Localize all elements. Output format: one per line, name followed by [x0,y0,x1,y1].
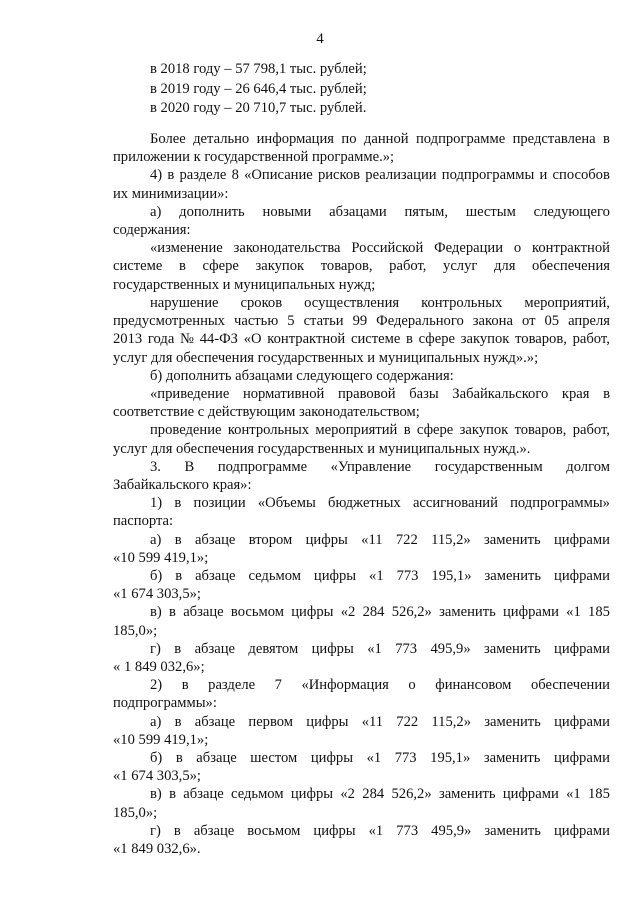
word: в [167,167,175,184]
text-line: «1 674 303,5»; [113,586,201,603]
word: 526,2» [391,786,432,803]
word: «Описание [244,167,313,184]
word: 722 [396,713,419,730]
text-line [113,312,610,332]
word: законодательства [233,240,341,257]
text-line [150,603,610,623]
word: абзацами [329,203,387,220]
word: 284 [362,604,385,621]
word: статьи [303,313,344,330]
word: подпрограмме [217,458,308,475]
word: 195,1» [431,567,472,584]
text-line: «10 599 419,1»; [113,731,209,748]
word: г) [150,640,161,657]
word: заменить [484,713,541,730]
word: «2 [340,604,356,621]
word: 773 [394,750,417,766]
word: «приведение [150,385,230,402]
word: абзаце [183,604,224,621]
word: цифры [311,640,354,657]
word: «1 [367,640,382,657]
word: подпрограмме [415,131,506,147]
word: бюджетных [328,495,401,512]
word: 495,9» [430,640,471,657]
word: 195,1» [430,750,471,766]
word: товаров, [320,258,373,275]
text-line: соответствие с действующим законодательством; [113,404,420,421]
word: 526,2» [391,604,432,621]
word: 44-ФЗ [199,331,238,348]
word: цифрами [502,786,559,803]
word: «О [243,331,262,348]
word: Федерации [434,240,504,257]
text-line: б) дополнить абзацами следующего содержания: [150,367,454,384]
text-line [150,676,610,696]
word: 5 [287,313,295,330]
word: частью [234,313,279,330]
word: способов [552,167,610,184]
word: заменить [484,822,541,839]
word: цифры [290,786,334,803]
word: девятом [248,640,299,657]
word: в [169,786,176,803]
word: и [539,167,548,184]
word: нормативной [242,385,325,402]
word: в [406,331,413,348]
word: «11 [361,531,383,548]
text-line: в 2018 году – 57 798,1 тыс. рублей; [150,61,367,77]
word: «1 [366,750,382,766]
word: а) [150,531,162,548]
word: цифрами [554,567,610,584]
word: работ, [572,422,610,439]
text-line [150,822,610,842]
word: втором [248,531,293,548]
word: проведение [150,422,222,439]
word: в [173,822,181,839]
word: абзаце [194,640,236,657]
word: 773 [395,640,418,657]
word: Более [150,131,186,147]
text-line: «1 674 303,5»; [113,768,201,785]
text-line [150,494,610,514]
word: в [403,422,411,439]
word: в [169,604,176,621]
word: нарушение [150,294,219,311]
word: закона [472,313,513,330]
word: «Управление [330,458,412,475]
word: а) [150,203,162,220]
word: цифрами [554,640,610,657]
word: контрактной [531,240,610,257]
text-line [150,713,610,733]
text-line: подпрограммы»: [113,695,217,712]
word: 185 [587,786,610,803]
word: заменить [483,750,541,766]
word: Забайкальского [452,385,549,402]
word: б) [150,567,163,584]
word: финансовом [435,677,512,694]
text-line [150,421,610,441]
word: седьмом [231,786,284,803]
word: цифры [291,604,334,621]
word: 05 [544,313,560,330]
word: мероприятий [315,422,398,439]
word: позиции [193,495,246,512]
word: цифры [313,822,356,839]
word: обеспечения [532,258,610,275]
word: 185 [588,604,610,621]
word: края [561,385,590,402]
word: по [341,131,357,147]
word: предусмотренных [113,313,225,330]
word: цифры [310,750,354,766]
word: сфере [418,331,456,348]
word: восьмом [247,822,301,839]
page-number: 4 [316,31,324,47]
word: представлена [512,131,596,147]
text-line: государственных и муниципальных нужд; [113,276,376,293]
word: закупок [460,331,510,348]
word: контрольных [421,294,503,311]
word: сроков [240,294,283,311]
word: заменить [439,604,496,621]
word: шестым [465,203,516,220]
word: подпрограммы [441,167,535,184]
text-line [150,385,610,405]
word: № [180,331,194,348]
word: «1 [566,604,581,621]
text-line: их минимизации»: [113,185,229,202]
word: 773 [396,567,419,584]
word: ассигнований [412,495,498,512]
text-line [150,640,610,660]
word: следующего [533,203,610,220]
word: цифры [313,567,357,584]
word: «1 [368,822,384,839]
text-line: «10 599 419,1»; [113,549,209,566]
word: в [174,495,182,512]
word: а) [150,713,162,730]
word: 4) [150,167,163,184]
word: заменить [484,640,541,657]
word: 284 [362,786,385,803]
word: в [174,713,182,730]
word: закупок [255,258,305,275]
word: контрольных [227,422,310,439]
text-line [113,330,610,350]
word: системе [113,258,163,275]
word: сфере [202,258,239,275]
text-line [150,294,610,314]
word: в [174,640,182,657]
word: в [175,750,183,766]
word: в) [150,604,162,621]
word: Российской [351,240,424,257]
word: первом [248,713,294,730]
word: в [178,258,186,275]
word: государственным [434,458,543,475]
word: в [603,385,610,402]
word: долгом [566,458,610,475]
text-line: услуг для обеспечения государственных и муниципальных нужд».»; [113,349,539,366]
word: о [408,677,416,694]
word: в [181,677,189,694]
word: от [521,313,536,330]
text-line: паспорта: [113,513,174,530]
word: цифрами [553,822,610,839]
word: работ, [389,258,427,275]
word: 2) [150,677,163,694]
text-line: « 1 849 032,6»; [113,658,205,675]
text-line: содержания: [113,222,191,238]
word: базы [409,385,439,402]
word: абзаце [183,786,224,803]
word: цифрами [553,531,610,548]
word: абзаце [196,750,237,766]
text-line: в 2019 году – 26 646,4 тыс. рублей; [150,80,367,97]
word: «1 [566,786,581,803]
word: услуг [443,258,478,275]
word: заменить [484,567,542,584]
word: пятым, [404,203,449,220]
text-line [150,130,610,150]
word: года [147,331,175,348]
word: обеспечении [530,677,610,694]
text-line [150,239,610,259]
word: Федерального [376,313,464,330]
word: 115,2» [431,531,471,548]
word: седьмом [248,567,301,584]
word: абзаце [195,567,236,584]
word: разделе [208,677,256,694]
word: в [174,531,182,548]
word: цифрами [553,750,610,766]
word: дополнить [179,203,245,220]
word: системе [350,331,401,348]
word: «изменение [150,240,223,257]
word: 7 [274,677,282,694]
text-line: «1 849 032,6». [113,841,201,857]
word: б) [150,750,163,766]
word: заменить [438,786,496,803]
text-line: в 2020 году – 20 710,7 тыс. рублей. [150,100,367,116]
word: цифры [305,531,348,548]
text-line [150,749,610,769]
word: о [513,240,522,257]
text-line [150,531,610,551]
text-line [150,203,610,223]
word: разделе [179,167,227,184]
word: работ, [572,331,610,348]
word: 495,9» [431,822,472,839]
word: цифрами [554,713,610,730]
word: цифрами [503,604,559,621]
word: апреля [568,313,610,330]
word: закупок [459,422,509,439]
word: «Информация [301,677,389,694]
word: 3. [150,458,161,475]
text-line: 185,0»; [113,804,158,821]
text-line [150,567,610,587]
word: шестом [250,750,298,766]
word: сфере [416,422,454,439]
word: правовой [337,385,396,402]
word: в [603,131,610,147]
word: детально [193,131,250,147]
text-line [150,166,610,186]
text-line: 185,0»; [113,622,158,639]
word: «11 [361,713,384,730]
word: 115,2» [431,713,471,730]
word: абзаце [194,531,236,548]
text-line: Забайкальского края»: [113,476,252,493]
word: контрактной [267,331,346,348]
word: осуществления [304,294,400,311]
word: 773 [396,822,419,839]
text-line [113,257,610,277]
word: «Объемы [257,495,316,512]
word: г) [150,822,161,839]
word: рисков [317,167,361,184]
word: 8 [231,167,239,184]
word: для [494,258,516,275]
word: «2 [340,786,355,803]
word: мероприятий, [524,294,610,311]
text-line: приложении к государственной программе.»; [113,149,395,166]
word: абзаце [194,713,236,730]
word: абзаце [193,822,235,839]
word: 2013 [113,331,143,348]
word: в [175,567,183,584]
text-line [150,785,610,805]
word: новыми [262,203,312,220]
word: 722 [395,531,418,548]
word: в) [150,786,162,803]
word: цифры [306,713,349,730]
word: информация [256,131,335,147]
word: реализации [365,167,437,184]
word: 1) [150,495,163,512]
word: «1 [369,567,384,584]
word: 99 [352,313,368,330]
text-line [150,458,610,478]
word: товаров, [515,331,567,348]
word: подпрограммы» [510,495,610,512]
word: восьмом [230,604,284,621]
word: В [184,458,195,475]
word: заменить [484,531,541,548]
word: товаров, [514,422,567,439]
text-line: услуг для обеспечения государственных и муниципальных нужд.». [113,440,531,457]
word: данной [363,131,409,147]
